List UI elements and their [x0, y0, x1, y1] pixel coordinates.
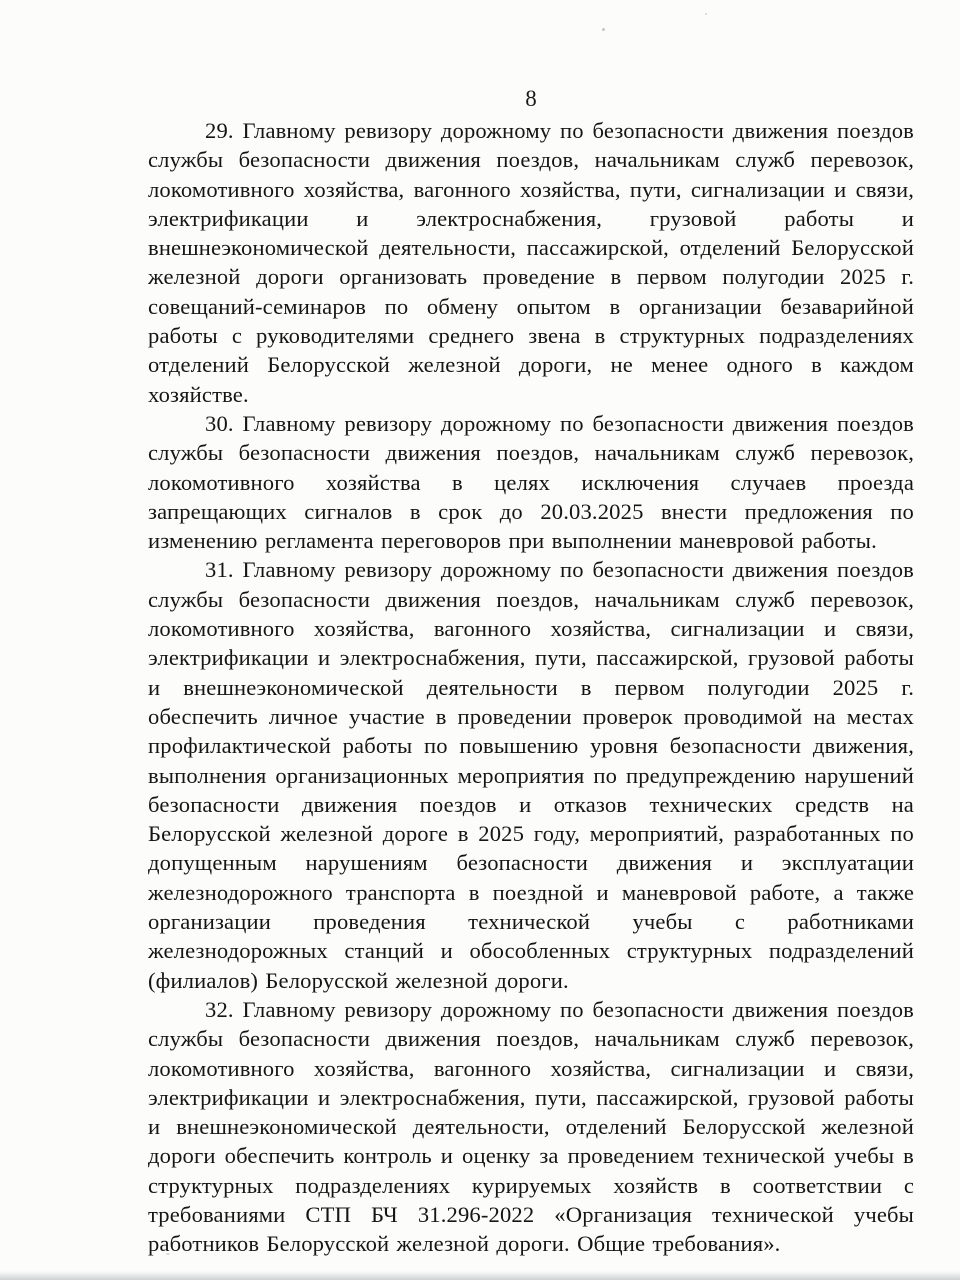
paragraph-32: 32. Главному ревизору дорожному по безопасности движения поездов службы безопасности движения поездов, начальникам служб перевозок, локомотивного хозяйства, вагонного хозяйства, сигнализации и связи, электрификации и электроснабжения, пути, пассажирской, грузовой работы и внешнеэкономической деятельности, отделений Белорусской железной дороги обеспечить контроль и оценку за проведением технической учебы в структурных подразделениях курируемых хозяйств в соответствии с требованиями СТП БЧ 31.296-2022 «Организация технической учебы работников Белорусской железной дороги. Общие требования».	[148, 996, 914, 1257]
paragraph-31: 31. Главному ревизору дорожному по безопасности движения поездов службы безопасности движения поездов, начальникам служб перевозок, локомотивного хозяйства, вагонного хозяйства, сигнализации и связи, электрификации и электроснабжения, пути, пассажирской, грузовой работы и внешнеэкономической деятельности в первом полугодии 2025 г. обеспечить личное участие в проведении проверок проводимой на местах профилактической работы по повышению уровня безопасности движения, выполнения организационных мероприятия по предупреждению нарушений безопасности движения поездов и отказов технических средств на Белорусской железной дороге в 2025 году, мероприятий, разработанных по допущенным нарушениям безопасности движения и эксплуатации железнодорожного транспорта в поездной и маневровой работе, а также организации проведения технической учебы с работниками железнодорожных станций и обособленных структурных подразделений (филиалов) Белорусской железной дороги.	[148, 557, 914, 993]
scan-speck	[602, 28, 605, 31]
scan-speck	[705, 13, 707, 15]
scan-speck	[166, 1253, 170, 1255]
scan-bottom-edge-artifact	[0, 1271, 960, 1280]
text-block	[148, 84, 914, 1259]
paragraph-30: 30. Главному ревизору дорожному по безопасности движения поездов службы безопасности движения поездов, начальникам служб перевозок, локомотивного хозяйства в целях исключения случаев проезда запрещающих сигналов в срок до 20.03.2025 внести предложения по изменению регламента переговоров при выполнении маневровой работы.	[148, 410, 914, 554]
page-number: 8	[525, 86, 537, 111]
paragraph-29: 29. Главному ревизору дорожному по безопасности движения поездов службы безопасности движения поездов, начальникам служб перевозок, локомотивного хозяйства, вагонного хозяйства, пути, сигнализации и связи, электрификации и электроснабжения, грузовой работы и внешнеэкономической деятельности, пассажирской, отделений Белорусской железной дороги организовать проведение в первом полугодии 2025 г. совещаний-семинаров по обмену опытом в организации безаварийной работы с руководителями среднего звена в структурных подразделениях отделений Белорусской железной дороги, не менее одного в каждом хозяйстве.	[148, 118, 914, 407]
